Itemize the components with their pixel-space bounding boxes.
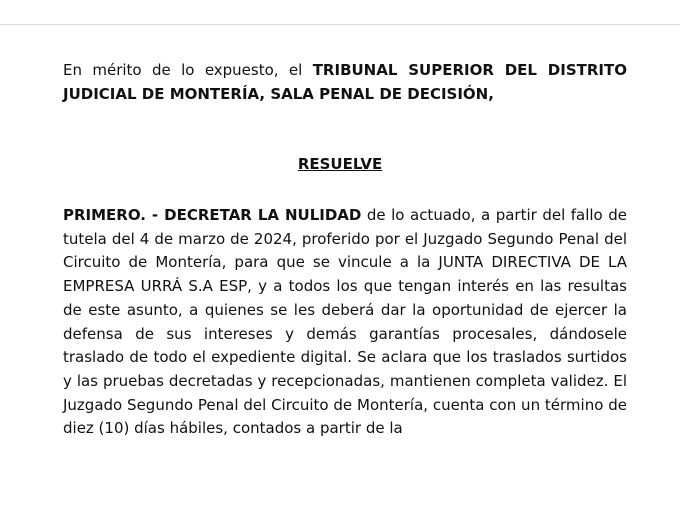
intro-text: En mérito de lo expuesto, el [63, 61, 313, 79]
primero-heading: PRIMERO. - DECRETAR LA NULIDAD [63, 206, 362, 224]
intro-paragraph [63, 59, 627, 106]
resolution-heading: RESUELVE [297, 155, 383, 173]
page-top-edge [0, 0, 680, 25]
primero-text: de lo actuado, a partir del fallo de tutela del 4 de marzo de 2024, proferido por el Juzgado Segundo Penal del Circuito de Montería, para que se vincule a la JUNTA DIRECTIVA DE LA EMPRESA URRÁ S.A ESP, y a todos los que tengan interés en las resultas de este asunto, a quienes se les deberá dar la oportunidad de ejercer la defensa de sus intereses y demás garantías procesales, dándosele traslado de todo el expediente digital. Se aclara que los traslados surtidos y las pruebas decretadas y recepcionadas, mantienen completa validez. El Juzgado Segundo Penal del Circuito de Montería, cuenta con un término de diez (10) días hábiles, contados a partir de la [63, 206, 627, 438]
primero-paragraph [63, 204, 627, 441]
court-name: TRIBUNAL SUPERIOR DEL DISTRITO JUDICIAL DE MONTERÍA, SALA PENAL DE DECISIÓN, [63, 61, 627, 103]
